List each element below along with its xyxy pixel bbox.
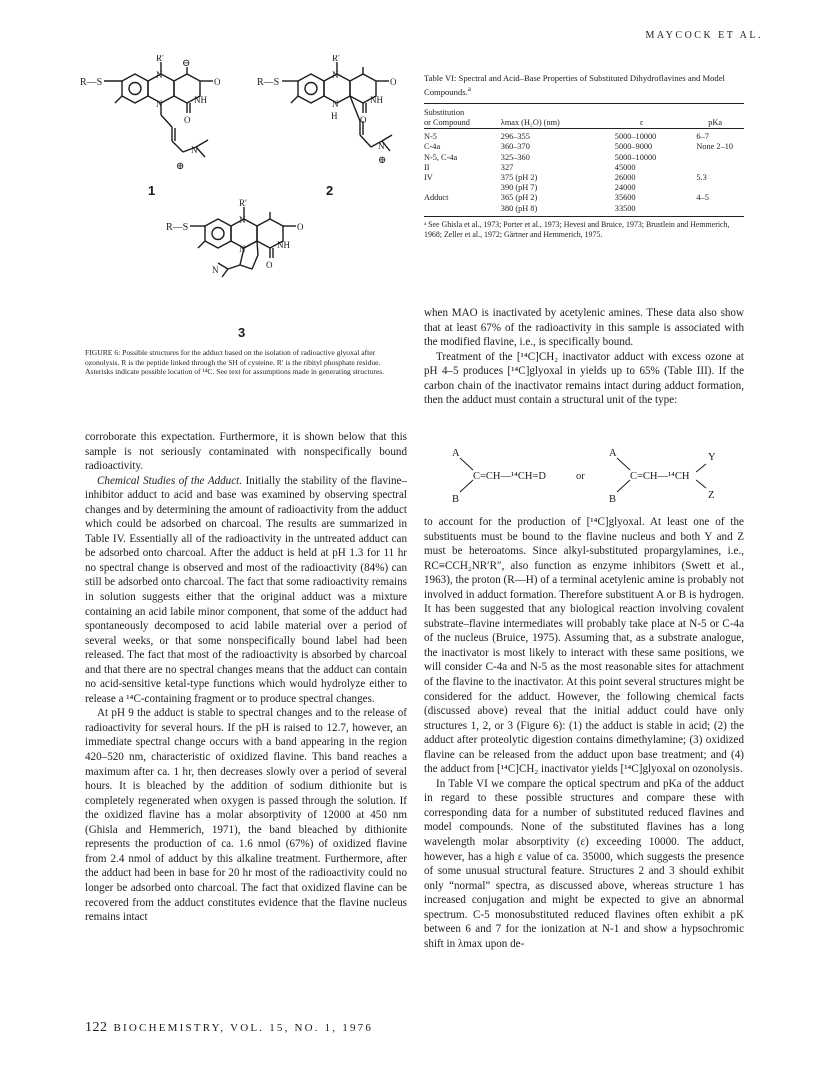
cell-compound [424,204,501,214]
struct2-nplus-label: N [378,141,385,151]
cell-pka: 4–5 [696,193,709,203]
struct2-n5-label: N [332,99,339,109]
struct2-rprime-label: R′ [332,55,340,63]
struct1-rprime-label: R′ [156,55,164,63]
struct3-n-label: N [212,265,219,275]
running-head: MAYCOCK ET AL. [645,30,763,41]
struct1-plus-label: ⊕ [176,161,185,172]
cell-lambda: 380 (pH 8) [500,203,538,213]
scheme-or: or [576,471,585,482]
cell-epsilon: 24000 [614,183,636,193]
struct3-nh-label: NH [277,240,290,250]
table-title: Table VI: Spectral and Acid–Base Properties of Substituted Dihydroflavines and Model Compounds.$^a$ [424,73,725,97]
run-in-heading: Chemical Studies of the Adduct. [97,474,243,487]
structural-unit-scheme [440,444,730,510]
left-paragraph-2: Chemical Studies of the Adduct. Initially the stability of the flavine–inhibitor adduct to acid and base was examined by observing spectral changes and by determining the amount of radioactivity from the adduct which could be adsorbed on charcoal. The results are summarized in Table IV. Essentially all of the radioactivity in the untreated adduct can be adsorbed onto charcoal. After the adduct is held at pH 1.3 for 11 hr no spectral change is observed and most of the radioactivity (84%) can still be adsorbed onto charcoal. The fact that some radioactivity remains in solution suggests either that the original adduct was a mixture containing an acid labile minor component, that some of the adduct had spontaneously decomposed to acid labile material over a period of several weeks, or that some nonspecifically bound label had been released. The fact that most of the radioactivity is absorbed by charcoal and that there are no spectral changes means that the adduct can contain no acid-sensitive ketal-type functions which would hydrolyze either to release a ¹⁴C-containing fragment or to produce spectral changes. [85,474,407,705]
table-body [424,129,744,214]
scheme-formula-2: C=CH—¹⁴CH [630,471,690,482]
struct1-n1-label: N [156,70,163,80]
struct2-number: 2 [326,183,334,198]
struct1-minus-label: ⊖ [182,58,191,69]
cell-pka: 6–7 [696,132,709,142]
struct2-n1-label: N [332,70,339,80]
scheme-z: Z [708,490,715,501]
cell-pka [686,153,744,163]
cell-epsilon: 26000 [614,173,636,183]
page-footer [85,1020,373,1036]
left-column [85,430,407,925]
table-footnote: ᵃ See Ghisla et al., 1973; Porter et al., 1973; Hevesi and Bruice, 1973; Brustlein and Hemmerich, 1968; Zeller et al., 1972; Gärtner and Hemmerich, 1975. [424,219,730,240]
cell-pka: 5.3 [696,173,707,183]
struct2-o2-label: O [360,115,367,125]
struct1-number: 1 [148,183,156,198]
table-row [424,193,744,203]
cell-compound: Adduct [424,193,449,203]
cell-lambda: 375 (pH 2) [500,173,538,183]
th-compound: Substitution or Compound [424,103,501,128]
th-epsilon: ε [597,103,687,128]
cell-epsilon: 5000–10000 [614,152,657,162]
struct3-n1-label: N [239,215,246,225]
struct1-nplus-label: N [191,145,198,155]
struct3-number: 3 [238,325,246,340]
scheme-b1: B [452,494,460,505]
table-row [424,183,744,193]
struct3-n5-label: N [239,244,246,254]
struct1-rs-label: R—S [80,77,103,88]
page-number: 122 [85,1020,108,1035]
struct3-rs-label: R—S [166,222,189,233]
th-lambda: λmax (H₂O) (nm) [501,103,597,128]
struct2-h-label: H [331,111,338,121]
cell-compound: N-5, C-4a [424,152,458,162]
table-row [424,204,744,214]
th-pka: pKa [686,103,744,128]
cell-compound: II [424,162,430,172]
table-row [424,173,744,183]
scheme-y: Y [708,452,716,463]
struct1-nh-label: NH [194,95,207,105]
right-column-bottom [424,515,744,951]
scheme-a2: A [609,448,617,459]
cell-lambda: 325–360 [500,152,530,162]
cell-compound: IV [424,173,433,183]
struct1-o-label: O [214,77,221,87]
table-row [424,163,744,173]
table-row [424,142,744,152]
cell-lambda: 360–370 [500,142,530,152]
struct2-nh-label: NH [370,95,383,105]
struct2-rs-label: R—S [257,77,280,88]
cell-lambda: 296–355 [500,132,530,142]
cell-pka [686,183,744,193]
struct2-o-label: O [390,77,397,87]
scheme-formula-1: C=CH—¹⁴CH=D [473,471,546,482]
struct2-plus-label: ⊕ [378,155,387,166]
left-paragraph-1: corroborate this expectation. Furthermore, it is shown below that this sample is not seriously contaminated with nonspecifically bound radioactivity. [85,431,407,473]
cell-epsilon: 35600 [614,193,636,203]
cell-compound [424,183,501,193]
journal-citation: BIOCHEMISTRY, VOL. 15, NO. 1, 1976 [113,1022,374,1034]
scheme-a1: A [452,448,460,459]
right-paragraph-3: to account for the production of [¹⁴C]glyoxal. At least one of the substituents must be bound to the flavine nucleus and both Y and Z must be heteroatoms. Since alkyl-substituted propargylamines, i.e., RC≡CCH₂NR′R″, also function as enzyme inhibitors (Swett et al., 1963), the proton (R—H) of a terminal acetylenic amine is probably not involved in adduct formation. Therefore substituent A or B is hydrogen. It has been suggested that any biological reaction involving covalent substrate–flavine intermediates will probably take place at N-5 or C-4a of the nucleus (Bruice, 1975). Assuming that, as a substrate analogue, the inactivator is most likely to interact with these same positions, we will consider C-4a and N-5 as the most reasonable sites for attachment of the flavine to the inactivator. At this point several structures might be considered for the adduct. However, the following chemical facts (discussed above) reveal that the initial adduct could have only structures 1, 2, or 3 (Figure 6): (1) the adduct is stable in acid; (2) the adduct after proteolytic digestion contains dimethylamine; (3) oxidized flavine can be released from the adduct upon base treatment; and (4) the adduct from [¹⁴C]CH₂ inactivator yields [¹⁴C]glyoxal on ozonolysis. [424,516,744,776]
figure-6-structures [80,55,415,345]
cell-epsilon: 5000–10000 [614,132,657,142]
cell-lambda: 365 (pH 2) [500,193,538,203]
table-title-note-mark: a [467,84,471,93]
cell-compound: N-5 [424,132,437,142]
cell-lambda: 390 (pH 7) [500,183,538,193]
right-column-top [424,306,744,408]
struct1-o2-label: O [184,115,191,125]
cell-epsilon: 33500 [614,203,636,213]
cell-pka [686,204,744,214]
cell-epsilon: 5000–9000 [614,142,653,152]
cell-compound: C-4a [424,142,441,152]
right-paragraph-1: when MAO is inactivated by acetylenic amines. These data also show that at least 67% of the radioactivity in this sample is associated with the modified flavine, i.e., is specifically bound. [424,307,744,349]
cell-lambda: 327 [500,162,514,172]
cell-epsilon: 45000 [614,162,636,172]
table-row [424,153,744,163]
struct3-o-label: O [297,222,304,232]
scheme-b2: B [609,494,617,505]
table-vi [424,73,744,241]
table-grid [424,103,744,214]
table-row [424,129,744,143]
left-paragraph-3: At pH 9 the adduct is stable to spectral changes and to the release of radioactivity for several hours. If the pH is raised to 12.7, however, an immediate spectral change occurs with a band appearing in the region 420–520 nm, characteristic of oxidized flavine. This band reaches a maximum after ca. 1 hr, then decreases slowly over a period of several hours. It is bleached by the addition of sodium dithionite but is completely regenerated when oxygen is passed through the solution. If the oxidized flavine has a molar absorptivity of 12000 at 450 nm (Ghisla and Hemmerich, 1971), the band bleached by dithionite represents the production of ca. 1.6 nmol (67%) of oxidized flavine from 2.4 nmol of adduct by this alkaline treatment. Furthermore, after the adduct had been in base for 20 hr most of the radioactivity could no longer be adsorbed onto charcoal. The fact that oxidized flavine can be recovered from the adduct constitutes evidence that the flavine nucleus remains intact [85,707,407,924]
struct3-o2-label: O [266,260,273,270]
cell-pka [686,163,744,173]
cell-pka: None 2–10 [696,142,734,152]
struct3-rprime-label: R′ [239,198,247,208]
figure-caption: FIGURE 6: Possible structures for the adduct based on the isolation of radioactive glyoxal after ozonolysis. R is the peptide linked through the SH of cysteine. R′ is the ribityl phosphate residue. Asterisks indicate possible location of ¹⁴C. See text for assumptions made in generating structures. [85,348,385,377]
right-paragraph-2: Treatment of the [¹⁴C]CH₂ inactivator adduct with excess ozone at pH 4–5 produces [¹⁴C]glyoxal in yields up to 65% (Table III). If the carbon chain of the inactivator remains intact during adduct formation, then the adduct must contain a structural unit of the type: [424,350,744,407]
struct1-n5-label: N [156,99,163,109]
right-paragraph-4: In Table VI we compare the optical spectrum and pKa of the adduct in regard to these possible structures and compare these with corresponding data for a number of substituted reduced flavines and model compounds. None of the substituted flavines has a long wavelength molar absorptivity (ε) exceeding 10000. The adduct, however, has a high ε value of ca. 35000, which suggests the presence of some unusual structural feature. Structures 2 and 3 should exhibit only “normal” spectra, as discussed above, whereas structure 1 has increased conjugation and might be expected to give an abnormal spectrum. C-5 monosubstituted reduced flavines often exhibit a pK between 6 and 7 for the ionization at N-1 and show a hypsochromic shift in λmax upon de- [424,777,744,950]
